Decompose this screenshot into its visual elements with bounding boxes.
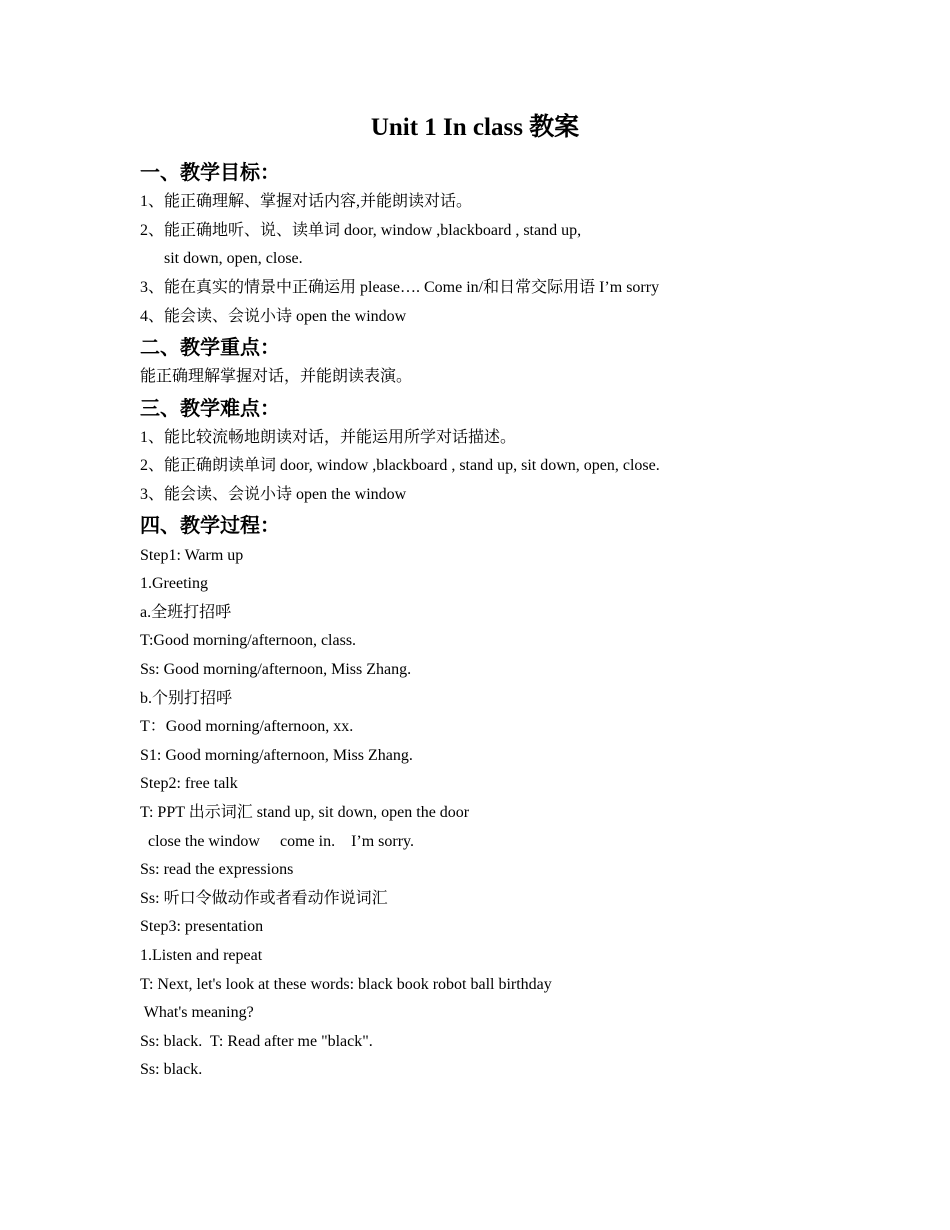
text-line: Ss: black. [140,1061,203,1079]
document-title: Unit 1 In class 教案 [370,114,580,141]
text-line: Ss: 听口令做动作或者看动作说词汇 [140,889,388,907]
text-line: T:Good morning/afternoon, class. [140,632,357,650]
section-teaching-objectives [140,156,860,331]
section-teaching-process [140,509,860,1084]
text-line: a.全班打招呼 [140,603,232,621]
text-line: 1、能比较流畅地朗读对话，并能运用所学对话描述。 [140,428,517,446]
text-line: 3、能在真实的情景中正确运用 please…. Come in/和日常交际用语 I’m sorry [140,279,660,297]
document-body [140,156,860,1085]
text-line: b.个别打招呼 [140,689,233,707]
section-heading: 三、教学难点： [140,395,280,420]
text-line: sit down, open, close. [164,250,303,268]
text-line: S1: Good morning/afternoon, Miss Zhang. [140,746,413,764]
text-line: 2、能正确朗读单词 door, window ,blackboard , stand up, sit down, open, close. [140,457,660,475]
text-line: 能正确理解掌握对话，并能朗读表演。 [140,368,413,386]
text-line: T：Good morning/afternoon, xx. [140,718,354,736]
text-line: 2、能正确地听、说、读单词 door, window ,blackboard , stand up, [140,221,582,239]
text-line: 3、能会读、会说小诗 open the window [140,486,407,504]
section-heading: 二、教学重点： [140,334,280,359]
text-line: Ss: read the expressions [140,861,294,879]
text-line: 1、能正确理解、掌握对话内容,并能朗读对话。 [140,193,473,211]
section-difficult-points [140,392,860,510]
text-line: close the window come in. I’m sorry. [140,832,415,850]
text-line: What's meaning? [140,1004,254,1022]
section-heading: 一、教学目标： [140,160,280,184]
text-line: 4、能会读、会说小诗 open the window [140,307,407,325]
section-heading: 四、教学过程： [140,513,280,538]
text-line: Step3: presentation [140,918,264,936]
text-line: 1.Greeting [140,575,208,593]
section-key-points [140,331,860,392]
text-line: 1.Listen and repeat [140,946,263,964]
text-line: Step1: Warm up [140,546,244,564]
text-line: Step2: free talk [140,775,238,793]
text-line: Ss: Good morning/afternoon, Miss Zhang. [140,661,412,679]
text-line: T: Next, let's look at these words: black book robot ball birthday [140,975,552,993]
text-line: T: PPT 出示词汇 stand up, sit down, open the door [140,803,470,821]
text-line: Ss: black. T: Read after me "black". [140,1032,373,1050]
